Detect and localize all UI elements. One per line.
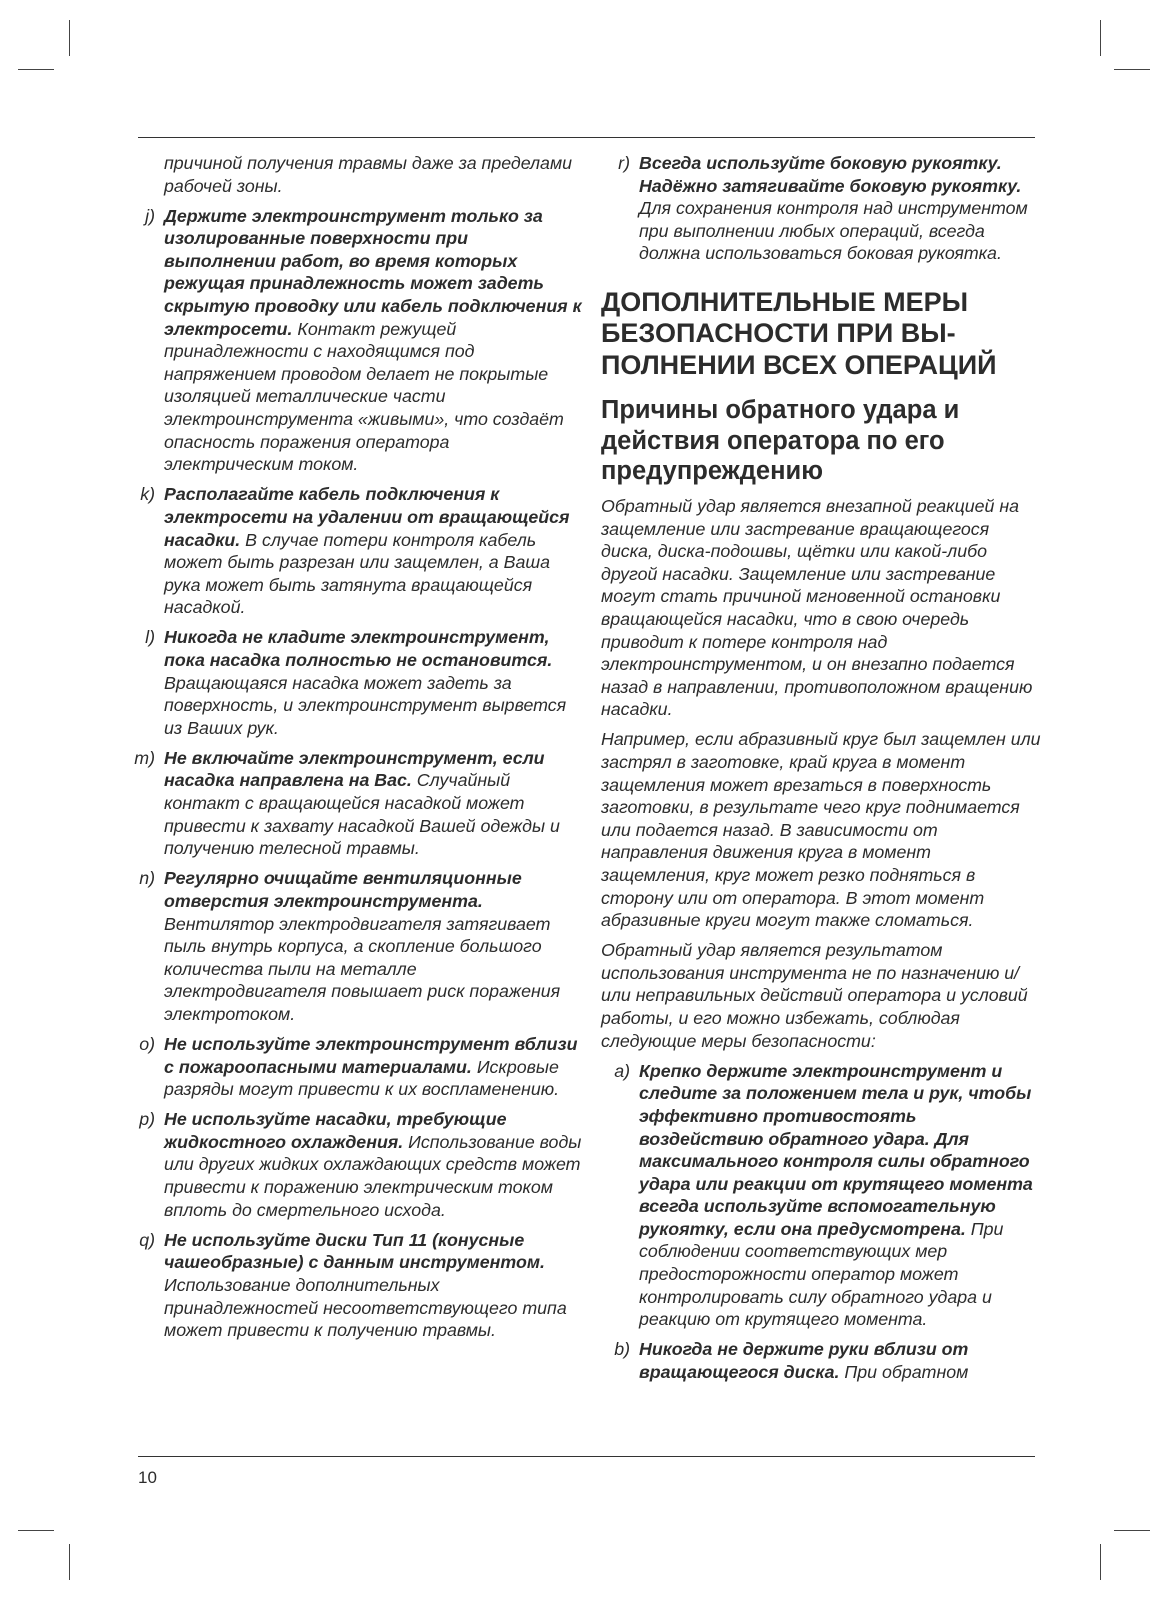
crop-mark [69,20,70,56]
page-number: 10 [138,1468,157,1487]
list-item-m: m) Не включайте электроинструмент, если насадка направлена на Вас. Случайный контакт с вращающейся насадкой может привести к захвату насадкой Вашей одежды и получению телесной травмы. [134,747,560,859]
crop-mark [1100,1544,1101,1580]
crop-mark [69,1544,70,1580]
crop-mark [1100,20,1101,56]
paragraph: Обратный удар является внезапной реакцией на защемление или застревание вращающегося диска, диска-подошвы, щётки или какой-либо другой насадки. Защемление или застревание могут стать причиной мгновенной остановки вращающейся насадки, что в свою очередь приводит к потере контроля над электроинструментом, и он внезапно подается назад в направлении, противоположном вращению насадки. [601,495,1033,720]
crop-mark [18,69,54,70]
right-column [601,152,1041,1391]
list-item-r: r) Всегда используйте боковую рукоятку. Надёжно затягивайте боковую рукоятку. Для сохранения контроля над инструментом при выполнении любых операций, всегда должна использоваться боковая рукоятка. [618,153,1028,264]
crop-mark [18,1530,54,1531]
left-column [112,152,582,1349]
list-item-o: o) Не используйте электроинструмент вблизи с пожароопасными материалами. Искровые разряды могут привести к их воспламенению. [139,1033,578,1100]
list-item-k: k) Располагайте кабель подключения к электросети на удалении от вращающейся насадки. В случае потери контроля кабель может быть разрезан или защемлен, а Ваша рука может быть затянута вращающейся насадкой. [140,484,570,618]
section-heading: ДОПОЛНИТЕЛЬНЫЕ МЕРЫ БЕЗОПАСНОСТИ ПРИ ВЫ-ПОЛНЕНИИ ВСЕХ ОПЕРАЦИЙ [601,286,997,380]
crop-mark [1114,1530,1150,1531]
list-item-b: b) Никогда не держите руки вблизи от вращающегося диска. При обратном [614,1339,969,1382]
list-item-n: n) Регулярно очищайте вентиляционные отверстия электроинструмента. Вентилятор электродвигателя затягивает пыль внутрь корпуса, а скопление большого количества пыли на металле электродвигателя повышает риск поражения электротоком. [139,868,561,1024]
subsection-heading: Причины обратного удара и действия оператора по его предупреждению [601,396,960,486]
paragraph: Обратный удар является результатом использования инструмента не по назначению и/или неправильных действий оператора и условий работы, и его можно избежать, соблюдая следующие меры безопасности: [601,940,1028,1051]
list-item-a: a) Крепко держите электроинструмент и следите за положением тела и рук, чтобы эффективно противостоять воздействию обратного удара. Для максимального контроля силы обратного удара или реакции от крутящего момента всегда используйте вспомогательную рукоятку, если она предусмотрена. При соблюдении соответствующих мер предосторожности оператор может контролировать силу обратного удара и реакцию от крутящего момента. [614,1060,1033,1330]
paragraph: Например, если абразивный круг был защемлен или застрял в заготовке, край круга в момент защемления может врезаться в поверхность заготовки, в результате чего круг поднимается или подается назад. В зависимости от направления движения круга в момент защемления, круг может резко подняться в сторону или от оператора. В этот момент абразивные круги могут также сломаться. [601,729,1041,931]
continuation-text: причиной получения травмы даже за пределами рабочей зоны. [164,153,573,196]
crop-mark [1114,69,1150,70]
top-rule [138,137,1035,138]
list-item-l: l) Никогда не кладите электроинструмент, пока насадка полностью не остановится. Вращающаяся насадка может задеть за поверхность, и электроинструмент вырвется из Ваших рук. [145,627,567,738]
bottom-rule [138,1456,1035,1457]
list-item-p: p) Не используйте насадки, требующие жидкостного охлаждения. Использование воды или других жидких охлаждающих средств может привести к поражению электрическим током вплоть до смертельного исхода. [139,1109,582,1220]
list-item-q: q) Не используйте диски Тип 11 (конусные чашеобразные) с данным инструментом. Использование дополнительных принадлежностей несоответствующего типа может привести к получению травмы. [139,1229,567,1341]
list-item-j: j) Держите электроинструмент только за изолированные поверхности при выполнении работ, во время которых режущая принадлежность может задеть скрытую проводку или кабель подключения к электросети. Контакт режущей принадлежности с находящимся под напряжением проводом делает не покрытые изоляцией металлические части электроинструмента «живыми», что создаёт опасность поражения оператора электрическим током. [145,205,582,475]
